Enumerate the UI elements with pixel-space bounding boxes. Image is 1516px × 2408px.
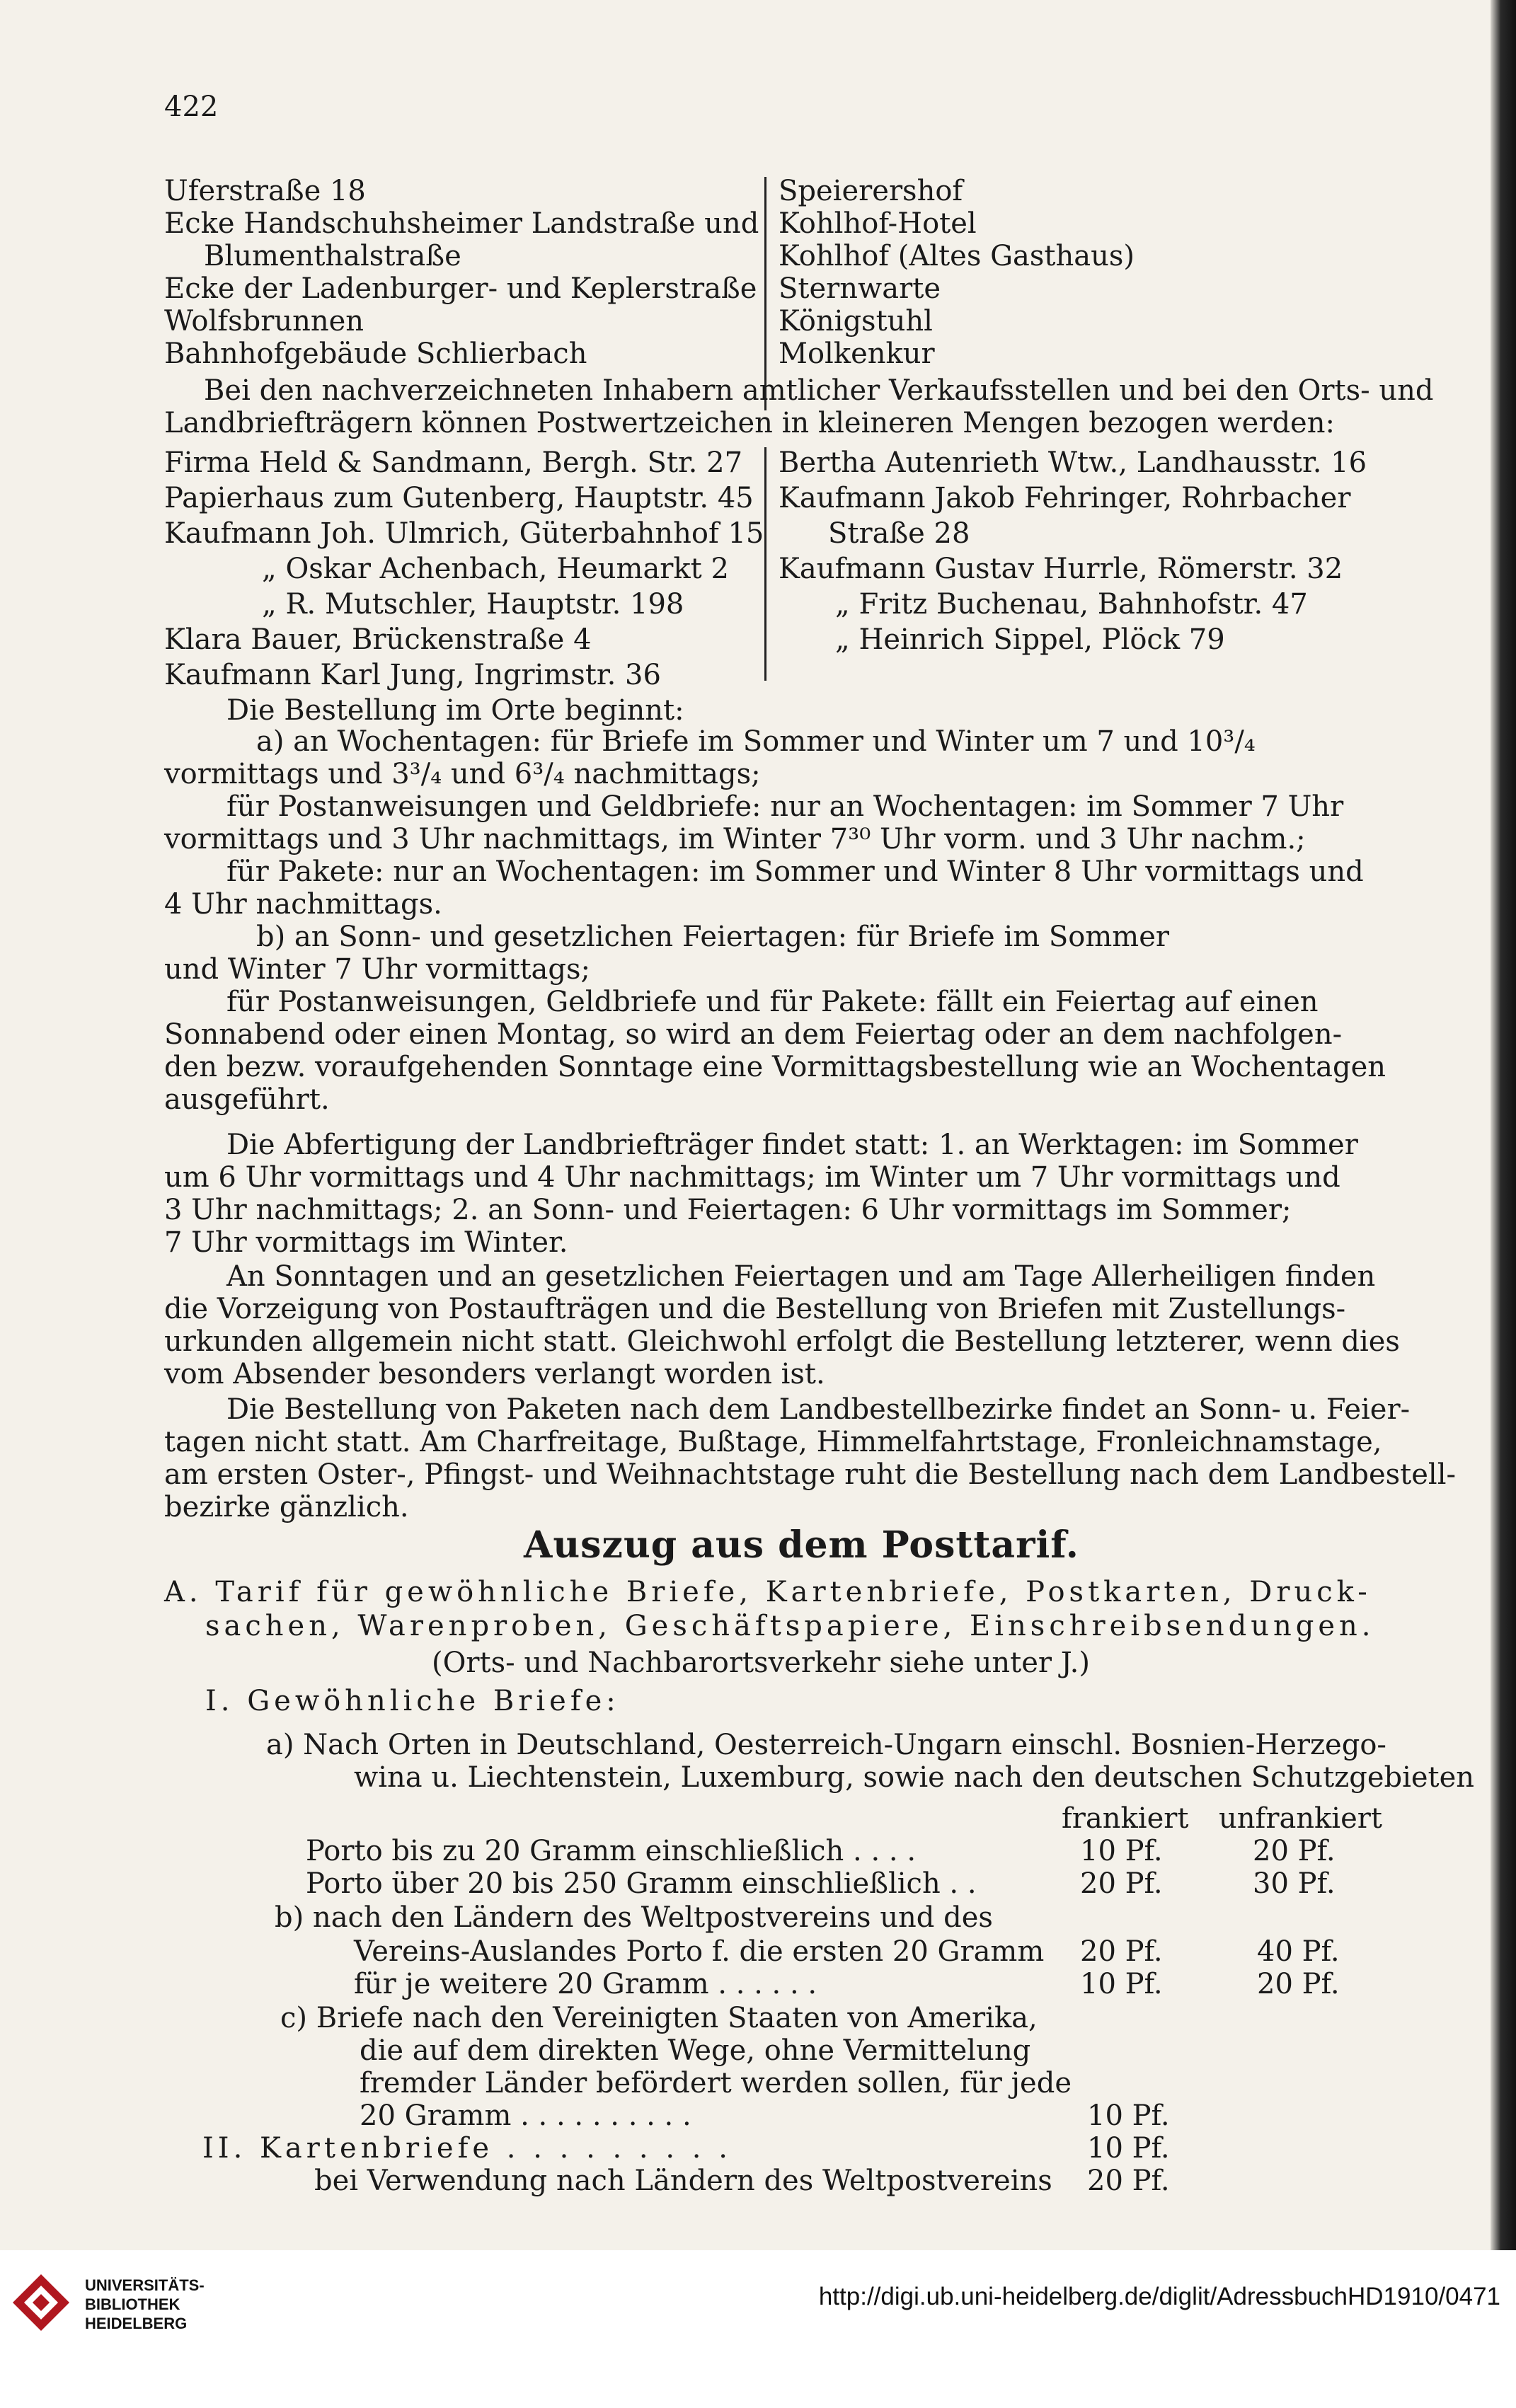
col-head-frankiert: frankiert [1062,1802,1189,1835]
seller-left: Papierhaus zum Gutenberg, Hauptstr. 45 [164,482,754,514]
tariff-unfrank: 40 Pf. [1257,1935,1340,1968]
body-line: vormittags und 3³/₄ und 6³/₄ nachmittags; [164,758,761,790]
tariff-unfrank: 20 Pf. [1257,1968,1340,2000]
tariff-label: 20 Gramm . . . . . . . . . . [360,2099,691,2132]
seller-left: Kaufmann Karl Jung, Ingrimstr. 36 [164,659,661,691]
seller-left: „ R. Mutschler, Hauptstr. 198 [262,588,684,621]
section-a-line: A. Tarif für gewöhnliche Briefe, Kartenbriefe, Postkarten, Druck- [164,1576,1372,1608]
tariff-label: Porto über 20 bis 250 Gramm einschließlich . . [306,1867,977,1900]
column-divider [764,447,766,681]
body-line: Sonnabend oder einen Montag, so wird an dem Feiertag oder an dem nachfolgen- [164,1018,1343,1051]
tariff-label: bei Verwendung nach Ländern des Weltpostvereins [314,2165,1052,2197]
place-right: Königstuhl [779,305,933,338]
place-right: Kohlhof (Altes Gasthaus) [779,240,1135,272]
page-edge-shadow [1491,0,1516,2250]
body-line: Die Abfertigung der Landbriefträger findet statt: 1. an Werktagen: im Sommer [226,1129,1358,1161]
intro-line: Landbriefträgern können Postwertzeichen in kleineren Mengen bezogen werden: [164,407,1335,439]
place-left: Wolfsbrunnen [164,305,364,338]
tariff-unfrank: 20 Pf. [1253,1835,1336,1867]
tariff-frank: 10 Pf. [1087,2132,1170,2165]
body-line: ausgeführt. [164,1083,330,1116]
page-number: 422 [164,91,219,123]
footer-bar [0,2250,1516,2408]
body-line: den bezw. voraufgehenden Sonntage eine Vormittagsbestellung wie an Wochentagen [164,1051,1386,1083]
body-line: für Pakete: nur an Wochentagen: im Sommer und Winter 8 Uhr vormittags und [226,856,1364,888]
body-line: bezirke gänzlich. [164,1491,409,1523]
tariff-unfrank: 30 Pf. [1253,1867,1336,1900]
sub-a-line: a) Nach Orten in Deutschland, Oesterreich-Ungarn einschl. Bosnien-Herzego- [266,1729,1386,1761]
body-line: 7 Uhr vormittags im Winter. [164,1226,568,1259]
tariff-label: die auf dem direkten Wege, ohne Vermittelung [360,2034,1031,2067]
body-line: vormittags und 3 Uhr nachmittags, im Winter 7³⁰ Uhr vorm. und 3 Uhr nachm.; [164,823,1306,856]
place-right: Speierershof [779,175,963,207]
seller-right: Bertha Autenrieth Wtw., Landhausstr. 16 [779,447,1367,479]
col-head-unfrankiert: unfrankiert [1219,1802,1382,1835]
body-line: 3 Uhr nachmittags; 2. an Sonn- und Feiertagen: 6 Uhr vormittags im Sommer; [164,1194,1292,1226]
place-left: Ecke Handschuhsheimer Landstraße und [164,207,759,240]
tariff-label: Porto bis zu 20 Gramm einschließlich . . . . [306,1835,917,1867]
tariff-label: c) Briefe nach den Vereinigten Staaten von Amerika, [280,2002,1038,2034]
body-line: urkunden allgemein nicht statt. Gleichwohl erfolgt die Bestellung letzterer, wenn dies [164,1325,1400,1358]
body-line: für Postanweisungen und Geldbriefe: nur an Wochentagen: im Sommer 7 Uhr [226,790,1344,823]
body-line: und Winter 7 Uhr vormittags; [164,953,590,986]
tariff-label: Vereins-Auslandes Porto f. die ersten 20 Gramm [354,1935,1045,1968]
seller-left: Kaufmann Joh. Ulmrich, Güterbahnhof 15 [164,517,764,550]
seller-right: Kaufmann Gustav Hurrle, Römerstr. 32 [779,553,1343,585]
place-right: Sternwarte [779,272,941,305]
section-heading: Auszug aus dem Posttarif. [524,1523,1079,1567]
place-right: Molkenkur [779,338,935,370]
section-a-line: sachen, Warenproben, Geschäftspapiere, Einschreibsendungen. [205,1610,1375,1642]
seller-right: Kaufmann Jakob Fehringer, Rohrbacher [779,482,1351,514]
body-line: die Vorzeigung von Postaufträgen und die Bestellung von Briefen mit Zustellungs- [164,1293,1346,1325]
source-url-link[interactable]: http://digi.ub.uni-heidelberg.de/diglit/AdressbuchHD1910/0471 [818,2283,1500,2310]
library-name-line: BIBLIOTHEK [85,2295,180,2313]
tariff-label: fremder Länder befördert werden sollen, für jede [360,2067,1072,2099]
place-left: Ecke der Ladenburger- und Keplerstraße [164,272,757,305]
body-line: am ersten Oster-, Pfingst- und Weihnachtstage ruht die Bestellung nach dem Landbestell- [164,1458,1456,1491]
tariff-frank: 10 Pf. [1080,1835,1163,1867]
body-line: An Sonntagen und an gesetzlichen Feiertagen und am Tage Allerheiligen finden [226,1260,1376,1293]
body-line: a) an Wochentagen: für Briefe im Sommer und Winter um 7 und 10³/₄ [256,725,1256,758]
place-left: Blumenthalstraße [204,240,461,272]
body-line: Die Bestellung im Orte beginnt: [226,694,684,727]
tariff-frank: 20 Pf. [1080,1935,1163,1968]
intro-line: Bei den nachverzeichneten Inhabern amtlicher Verkaufsstellen und bei den Orts- und [204,374,1434,407]
body-line: 4 Uhr nachmittags. [164,888,442,921]
library-name-line: HEIDELBERG [85,2315,188,2332]
tariff-label: b) nach den Ländern des Weltpostvereins und des [275,1901,993,1934]
library-logo-icon [10,2271,72,2334]
seller-left: „ Oskar Achenbach, Heumarkt 2 [262,553,729,585]
section-i-heading: I. Gewöhnliche Briefe: [205,1685,620,1717]
body-line: b) an Sonn- und gesetzlichen Feiertagen: für Briefe im Sommer [256,921,1169,953]
place-left: Uferstraße 18 [164,175,366,207]
sub-a-line: wina u. Liechtenstein, Luxemburg, sowie nach den deutschen Schutzgebieten [354,1761,1475,1794]
tariff-label: für je weitere 20 Gramm . . . . . . [354,1968,817,2000]
seller-right: „ Heinrich Sippel, Plöck 79 [835,623,1225,656]
library-name-line: UNIVERSITÄTS- [85,2276,205,2294]
seller-right: „ Fritz Buchenau, Bahnhofstr. 47 [835,588,1308,621]
body-line: Die Bestellung von Paketen nach dem Landbestellbezirke findet an Sonn- u. Feier- [226,1393,1411,1426]
seller-left: Firma Held & Sandmann, Bergh. Str. 27 [164,447,743,479]
tariff-label: II. Kartenbriefe . . . . . . . . . [202,2132,732,2165]
tariff-frank: 10 Pf. [1087,2099,1170,2132]
tariff-frank: 10 Pf. [1080,1968,1163,2000]
body-line: tagen nicht statt. Am Charfreitage, Bußtage, Himmelfahrtstage, Fronleichnamstage, [164,1426,1382,1458]
orts-note: (Orts- und Nachbarortsverkehr siehe unter J.) [432,1647,1090,1679]
body-line: für Postanweisungen, Geldbriefe und für Pakete: fällt ein Feiertag auf einen [226,986,1319,1018]
body-line: um 6 Uhr vormittags und 4 Uhr nachmittags; im Winter um 7 Uhr vormittags und [164,1161,1340,1194]
place-left: Bahnhofgebäude Schlierbach [164,338,587,370]
tariff-frank: 20 Pf. [1080,1867,1163,1900]
place-right: Kohlhof-Hotel [779,207,977,240]
library-name [85,2276,205,2333]
body-line: vom Absender besonders verlangt worden ist. [164,1358,825,1390]
seller-right: Straße 28 [828,517,970,550]
tariff-frank: 20 Pf. [1087,2165,1170,2197]
seller-left: Klara Bauer, Brückenstraße 4 [164,623,592,656]
